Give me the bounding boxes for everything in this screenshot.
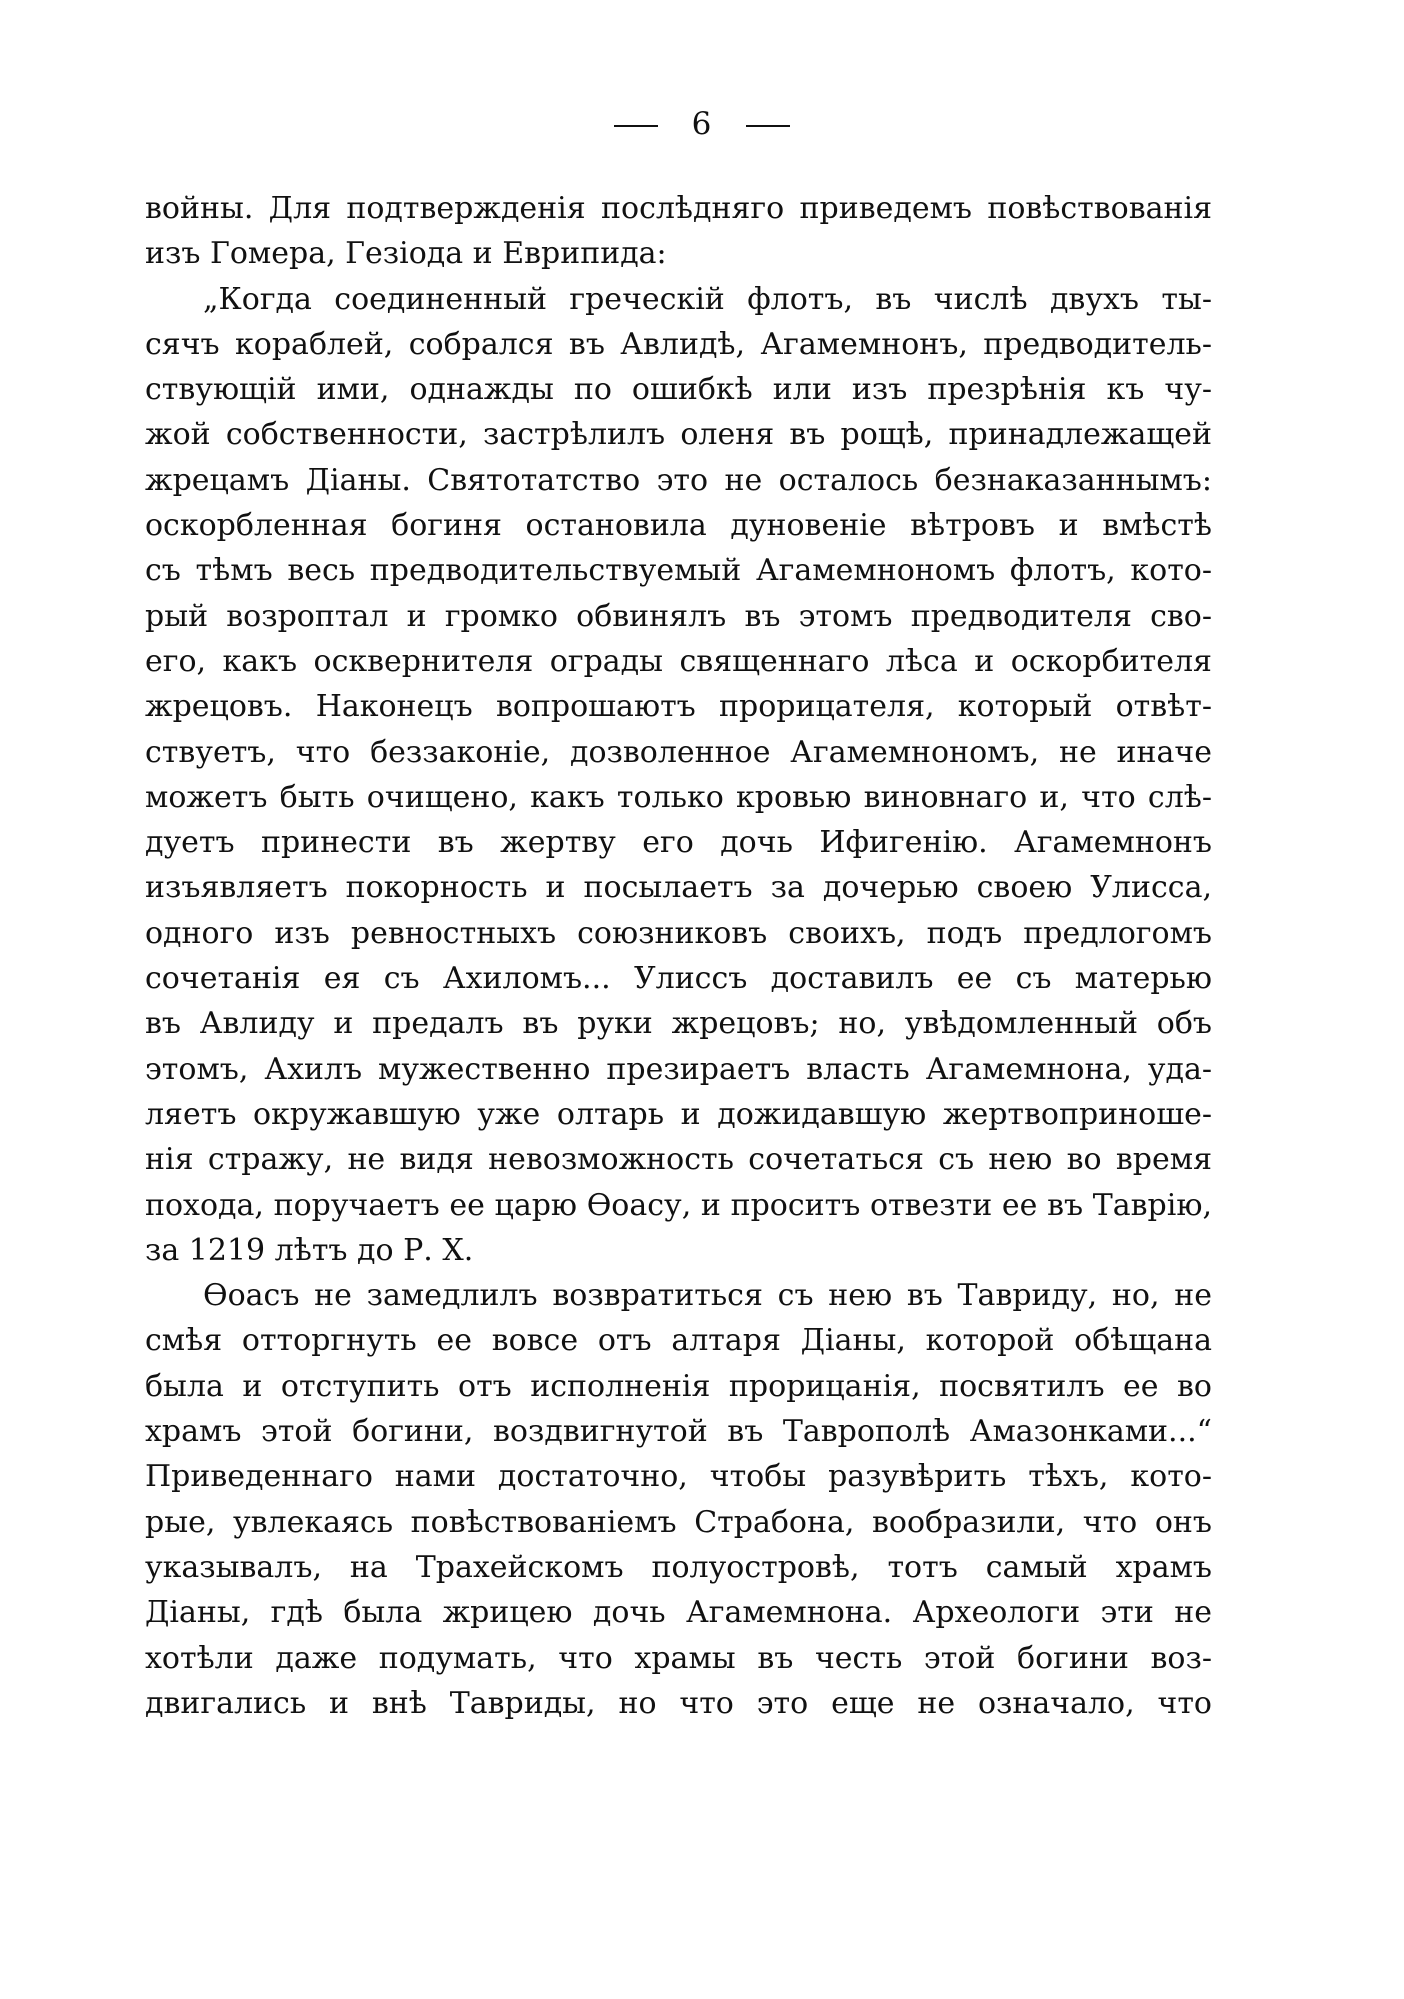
paragraph xyxy=(145,277,1212,1274)
text-line: ствуетъ, что беззаконіе, дозволенное Агамемнономъ, не иначе xyxy=(145,734,1212,770)
text-line: сячъ кораблей, собрался въ Авлидѣ, Агамемнонъ, предводитель- xyxy=(145,326,1212,362)
text-line: изъ Гомера, Гезіода и Еврипида: xyxy=(145,236,667,272)
text-line: жрецовъ. Наконецъ вопрошаютъ прорицателя, который отвѣт- xyxy=(145,689,1212,725)
text-line: Приведеннаго нами достаточно, чтобы разувѣрить тѣхъ, кото- xyxy=(145,1459,1212,1495)
text-line: изъявляетъ покорность и посылаетъ за дочерью своею Улисса, xyxy=(145,870,1212,906)
text-line: войны. Для подтвержденія послѣдняго приведемъ повѣствованія xyxy=(145,191,1212,226)
text-line: указывалъ, на Трахейскомъ полуостровѣ, тотъ самый храмъ xyxy=(145,1549,1212,1585)
paragraph xyxy=(145,1273,1212,1726)
text-line: оскорбленная богиня остановила дуновеніе вѣтровъ и вмѣстѣ xyxy=(145,508,1212,544)
text-line: за 1219 лѣтъ до Р. Х. xyxy=(145,1232,474,1268)
text-line: этомъ, Ахилъ мужественно презираетъ власть Агамемнона, уда- xyxy=(145,1051,1212,1087)
text-line: нія стражу, не видя невозможность сочетаться съ нею во время xyxy=(145,1142,1212,1178)
text-line: дуетъ принести въ жертву его дочь Ифигенію. Агамемнонъ xyxy=(145,825,1212,861)
left-dash xyxy=(614,125,658,127)
text-line: съ тѣмъ весь предводительствуемый Агамемнономъ флотъ, кото- xyxy=(145,553,1212,589)
text-line: Ѳоасъ не замедлилъ возвратиться съ нею въ Тавриду, но, не xyxy=(203,1278,1212,1314)
text-line: въ Авлиду и предалъ въ руки жрецовъ; но, увѣдомленный объ xyxy=(145,1006,1212,1042)
text-line: Діаны, гдѣ была жрицею дочь Агамемнона. Археологи эти не xyxy=(145,1595,1212,1631)
text-line: жрецамъ Діаны. Святотатство это не осталось безнаказаннымъ: xyxy=(145,462,1212,498)
text-line: жой собственности, застрѣлилъ оленя въ рощѣ, принадлежащей xyxy=(145,417,1212,453)
text-line: смѣя отторгнуть ее вовсе отъ алтаря Діаны, которой обѣщана xyxy=(145,1323,1212,1359)
text-line: ляетъ окружавшую уже олтарь и дожидавшую жертвоприноше- xyxy=(145,1096,1212,1132)
text-line: была и отступить отъ исполненія прорицанія, посвятилъ ее во xyxy=(145,1368,1212,1404)
body-text xyxy=(145,186,1212,1726)
page-number: 6 xyxy=(691,106,713,142)
text-line: хотѣли даже подумать, что храмы въ честь этой богини воз- xyxy=(145,1640,1212,1676)
text-line: рые, увлекаясь повѣствованіемъ Страбона, вообразили, что онъ xyxy=(145,1504,1212,1540)
paragraph xyxy=(145,186,1212,277)
right-dash xyxy=(746,125,790,127)
text-line: его, какъ осквернителя ограды священнаго лѣса и оскорбителя xyxy=(145,643,1212,679)
text-line: похода, поручаетъ ее царю Ѳоасу, и проситъ отвезти ее въ Таврію, xyxy=(145,1187,1212,1223)
text-line: двигались и внѣ Тавриды, но что это еще не означало, что xyxy=(145,1685,1212,1721)
text-line: ствующій ими, однажды по ошибкѣ или изъ презрѣнія къ чу- xyxy=(145,372,1212,408)
text-line: можетъ быть очищено, какъ только кровью виновнаго и, что слѣ- xyxy=(145,779,1212,815)
text-line: сочетанія ея съ Ахиломъ... Улиссъ доставилъ ее съ матерью xyxy=(145,961,1212,997)
text-line: храмъ этой богини, воздвигнутой въ Таврополѣ Амазонками...“ xyxy=(145,1414,1212,1450)
text-line: рый возроптал и громко обвинялъ въ этомъ предводителя сво- xyxy=(145,598,1212,634)
page-header xyxy=(0,102,1404,146)
text-line: одного изъ ревностныхъ союзниковъ своихъ, подъ предлогомъ xyxy=(145,915,1212,951)
text-line: „Когда соединенный греческій флотъ, въ числѣ двухъ ты- xyxy=(203,281,1212,317)
